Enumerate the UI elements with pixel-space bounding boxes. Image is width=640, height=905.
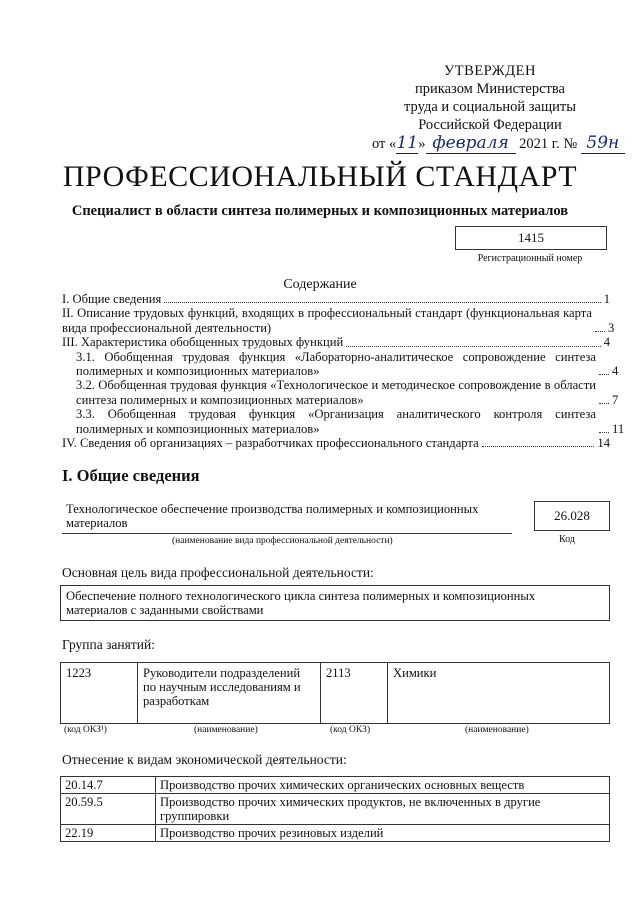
approval-block (360, 62, 620, 134)
toc-item[interactable]: III. Характеристика обобщенных трудовых функций 4 (62, 335, 610, 350)
group-name-cell: Химики (388, 663, 610, 724)
toc-item[interactable]: IV. Сведения об организациях – разработчиках профессионального стандарта 14 (62, 436, 610, 451)
goal-text: Обеспечение полного технологического цикла синтеза полимерных и композиционных материалов с заданными свойствами (66, 589, 536, 617)
section-heading: I. Общие сведения (62, 466, 200, 485)
goal-label: Основная цель вида профессиональной деятельности: (62, 565, 374, 580)
approval-line-1: приказом Министерства (415, 81, 565, 97)
okved-table (60, 776, 610, 842)
approval-line-2: труда и социальной защиты (404, 99, 576, 115)
group-code-cell: 1223 (61, 663, 138, 724)
order-date-line (372, 133, 625, 154)
approval-line-3: Российской Федерации (418, 117, 562, 133)
activity-name: Технологическое обеспечение производства полимерных и композиционных материалов (66, 502, 479, 530)
toc-item[interactable]: 3.2. Обобщенная трудовая функция «Технологическое и методическое сопровождение в области синтеза полимерных и композиционных материалов» 7 (76, 378, 619, 407)
group-code-cell: 2113 (321, 663, 388, 724)
toc-item[interactable]: 3.3. Обобщенная трудовая функция «Организация аналитического контроля синтеза полимерных и композиционных материалов» 11 (76, 407, 625, 436)
handwritten-day: 11 (396, 133, 419, 153)
caption-code-okz: (код ОКЗ) (330, 725, 371, 735)
date-prefix: от « (372, 136, 397, 152)
group-name-cell: Руководители подразделений по научным исследованиям и разработкам (138, 663, 321, 724)
goal-box (60, 585, 610, 621)
okved-code-cell: 20.59.5 (61, 794, 156, 825)
okved-label: Отнесение к видам экономической деятельности: (62, 752, 347, 767)
date-year: 2021 г. № (519, 136, 578, 152)
okved-code-cell: 22.19 (61, 825, 156, 842)
toc-item[interactable]: 3.1. Обобщенная трудовая функция «Лабораторно-аналитическое сопровождение синтеза полимерных и композиционных материалов» 4 (76, 349, 619, 379)
approval-heading: УТВЕРЖДЕН (444, 63, 536, 79)
table-of-contents (62, 292, 625, 451)
okved-code-cell: 20.14.7 (61, 777, 156, 794)
date-mid: » (418, 136, 426, 152)
table-row (61, 777, 610, 794)
caption-code-okz: (код ОКЗ¹) (64, 725, 107, 735)
table-row (61, 663, 610, 724)
code-caption: Код (559, 534, 575, 545)
table-row (61, 794, 610, 825)
activity-code-box: 26.028 (534, 501, 610, 531)
toc-item[interactable]: II. Описание трудовых функций, входящих в профессиональный стандарт (функциональная карта вида профессиональной деятельности) 3 (62, 306, 615, 335)
toc-title: Содержание (283, 277, 357, 292)
group-label: Группа занятий: (62, 637, 155, 652)
registration-number-label: Регистрационный номер (477, 253, 583, 264)
activity-caption: (наименование вида профессиональной деятельности) (172, 536, 393, 546)
handwritten-month: февраля (426, 133, 516, 154)
registration-number-box: 1415 (455, 226, 607, 250)
okved-name-cell: Производство прочих химических продуктов, не включенных в другие группировки (156, 794, 610, 825)
document-subtitle: Специалист в области синтеза полимерных и композиционных материалов (71, 203, 569, 219)
caption-name: (наименование) (194, 725, 258, 735)
okved-name-cell: Производство прочих химических органических основных веществ (156, 777, 610, 794)
toc-item[interactable]: I. Общие сведения 1 (62, 292, 610, 306)
document-title: ПРОФЕССИОНАЛЬНЫЙ СТАНДАРТ (62, 160, 578, 193)
table-row (61, 825, 610, 842)
handwritten-number: 59н (581, 133, 625, 154)
caption-name: (наименование) (465, 725, 529, 735)
occupation-group-table (60, 662, 610, 724)
activity-underline (62, 533, 512, 534)
okved-name-cell: Производство прочих резиновых изделий (156, 825, 610, 842)
